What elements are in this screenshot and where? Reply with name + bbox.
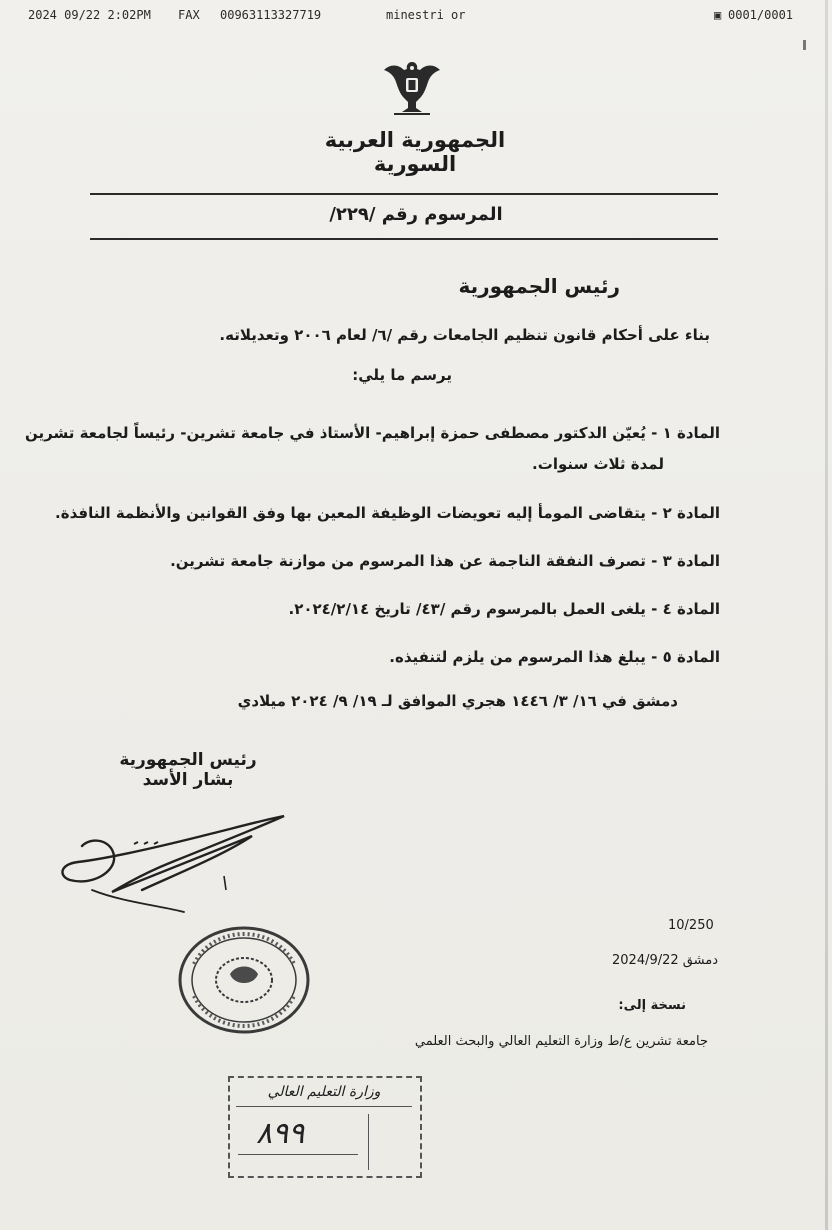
fax-header [28, 8, 808, 26]
fax-page-count: 0001/0001 [728, 8, 794, 22]
signature-title: رئيس الجمهورية [119, 750, 257, 770]
reference-number: 10/250 [668, 918, 714, 933]
registry-stamp [228, 1076, 420, 1176]
fax-sender: minestri or [386, 8, 466, 22]
issue-date: دمشق في ١٦/ ٣/ ١٤٤٦ هجري الموافق لـ ١٩/ ٩/ ٢٠٢٤ ميلادي [237, 692, 678, 710]
divider-bottom [90, 238, 718, 240]
page-edge [825, 0, 828, 1230]
signature-block [108, 750, 268, 790]
signature-name: بشار الأسد [142, 770, 234, 790]
stamp-number: ٨٩٩ [256, 1116, 305, 1151]
article-2: المادة ٢ - يتقاضى المومأ إليه تعويضات الوظيفة المعين بها وفق القوانين والأنظمة النافذة. [55, 504, 720, 522]
decree-phrase: يرسم ما يلي: [352, 366, 452, 384]
article-5: المادة ٥ - يبلغ هذا المرسوم من يلزم لتنفيذه. [389, 648, 720, 666]
country-name: الجمهورية العربية السورية [324, 128, 506, 176]
fax-number: 00963113327719 [220, 8, 322, 22]
fax-label: FAX [178, 8, 200, 22]
president-title: رئيس الجمهورية [458, 274, 620, 298]
handwritten-signature [52, 806, 292, 916]
article-4: المادة ٤ - يلغى العمل بالمرسوم رقم /٤٣/ تاريخ ٢٠٢٤/٢/١٤. [288, 600, 720, 618]
syrian-eagle-emblem-icon [382, 56, 442, 118]
official-seal-icon [174, 924, 314, 1036]
scan-mark [803, 40, 806, 50]
article-1-line-1: المادة ١ - يُعيّن الدكتور مصطفى حمزة إبراهيم- الأستاذ في جامعة تشرين- رئيساً لجامعة تشرين [25, 424, 720, 442]
stamp-ministry: وزارة التعليم العالي [236, 1084, 412, 1107]
copy-to-recipients: جامعة تشرين ع/ط وزارة التعليم العالي والبحث العلمي [414, 1034, 708, 1049]
reference-date: دمشق 2024/9/22 [612, 953, 718, 968]
copy-to-label: نسخة إلى: [618, 998, 686, 1013]
article-3: المادة ٣ - تصرف النفقة الناجمة عن هذا المرسوم من موازنة جامعة تشرين. [170, 552, 720, 570]
preamble: بناء على أحكام قانون تنظيم الجامعات رقم /٦/ لعام ٢٠٠٦ وتعديلاته. [219, 326, 710, 344]
fax-page-count-icon: ▣ [714, 8, 722, 22]
divider-top [90, 193, 718, 195]
article-1-line-2: لمدة ثلاث سنوات. [532, 455, 664, 473]
decree-number: المرسوم رقم /٢٢٩/ [329, 204, 503, 225]
fax-date-time: 2024 09/22 2:02PM [28, 8, 151, 22]
